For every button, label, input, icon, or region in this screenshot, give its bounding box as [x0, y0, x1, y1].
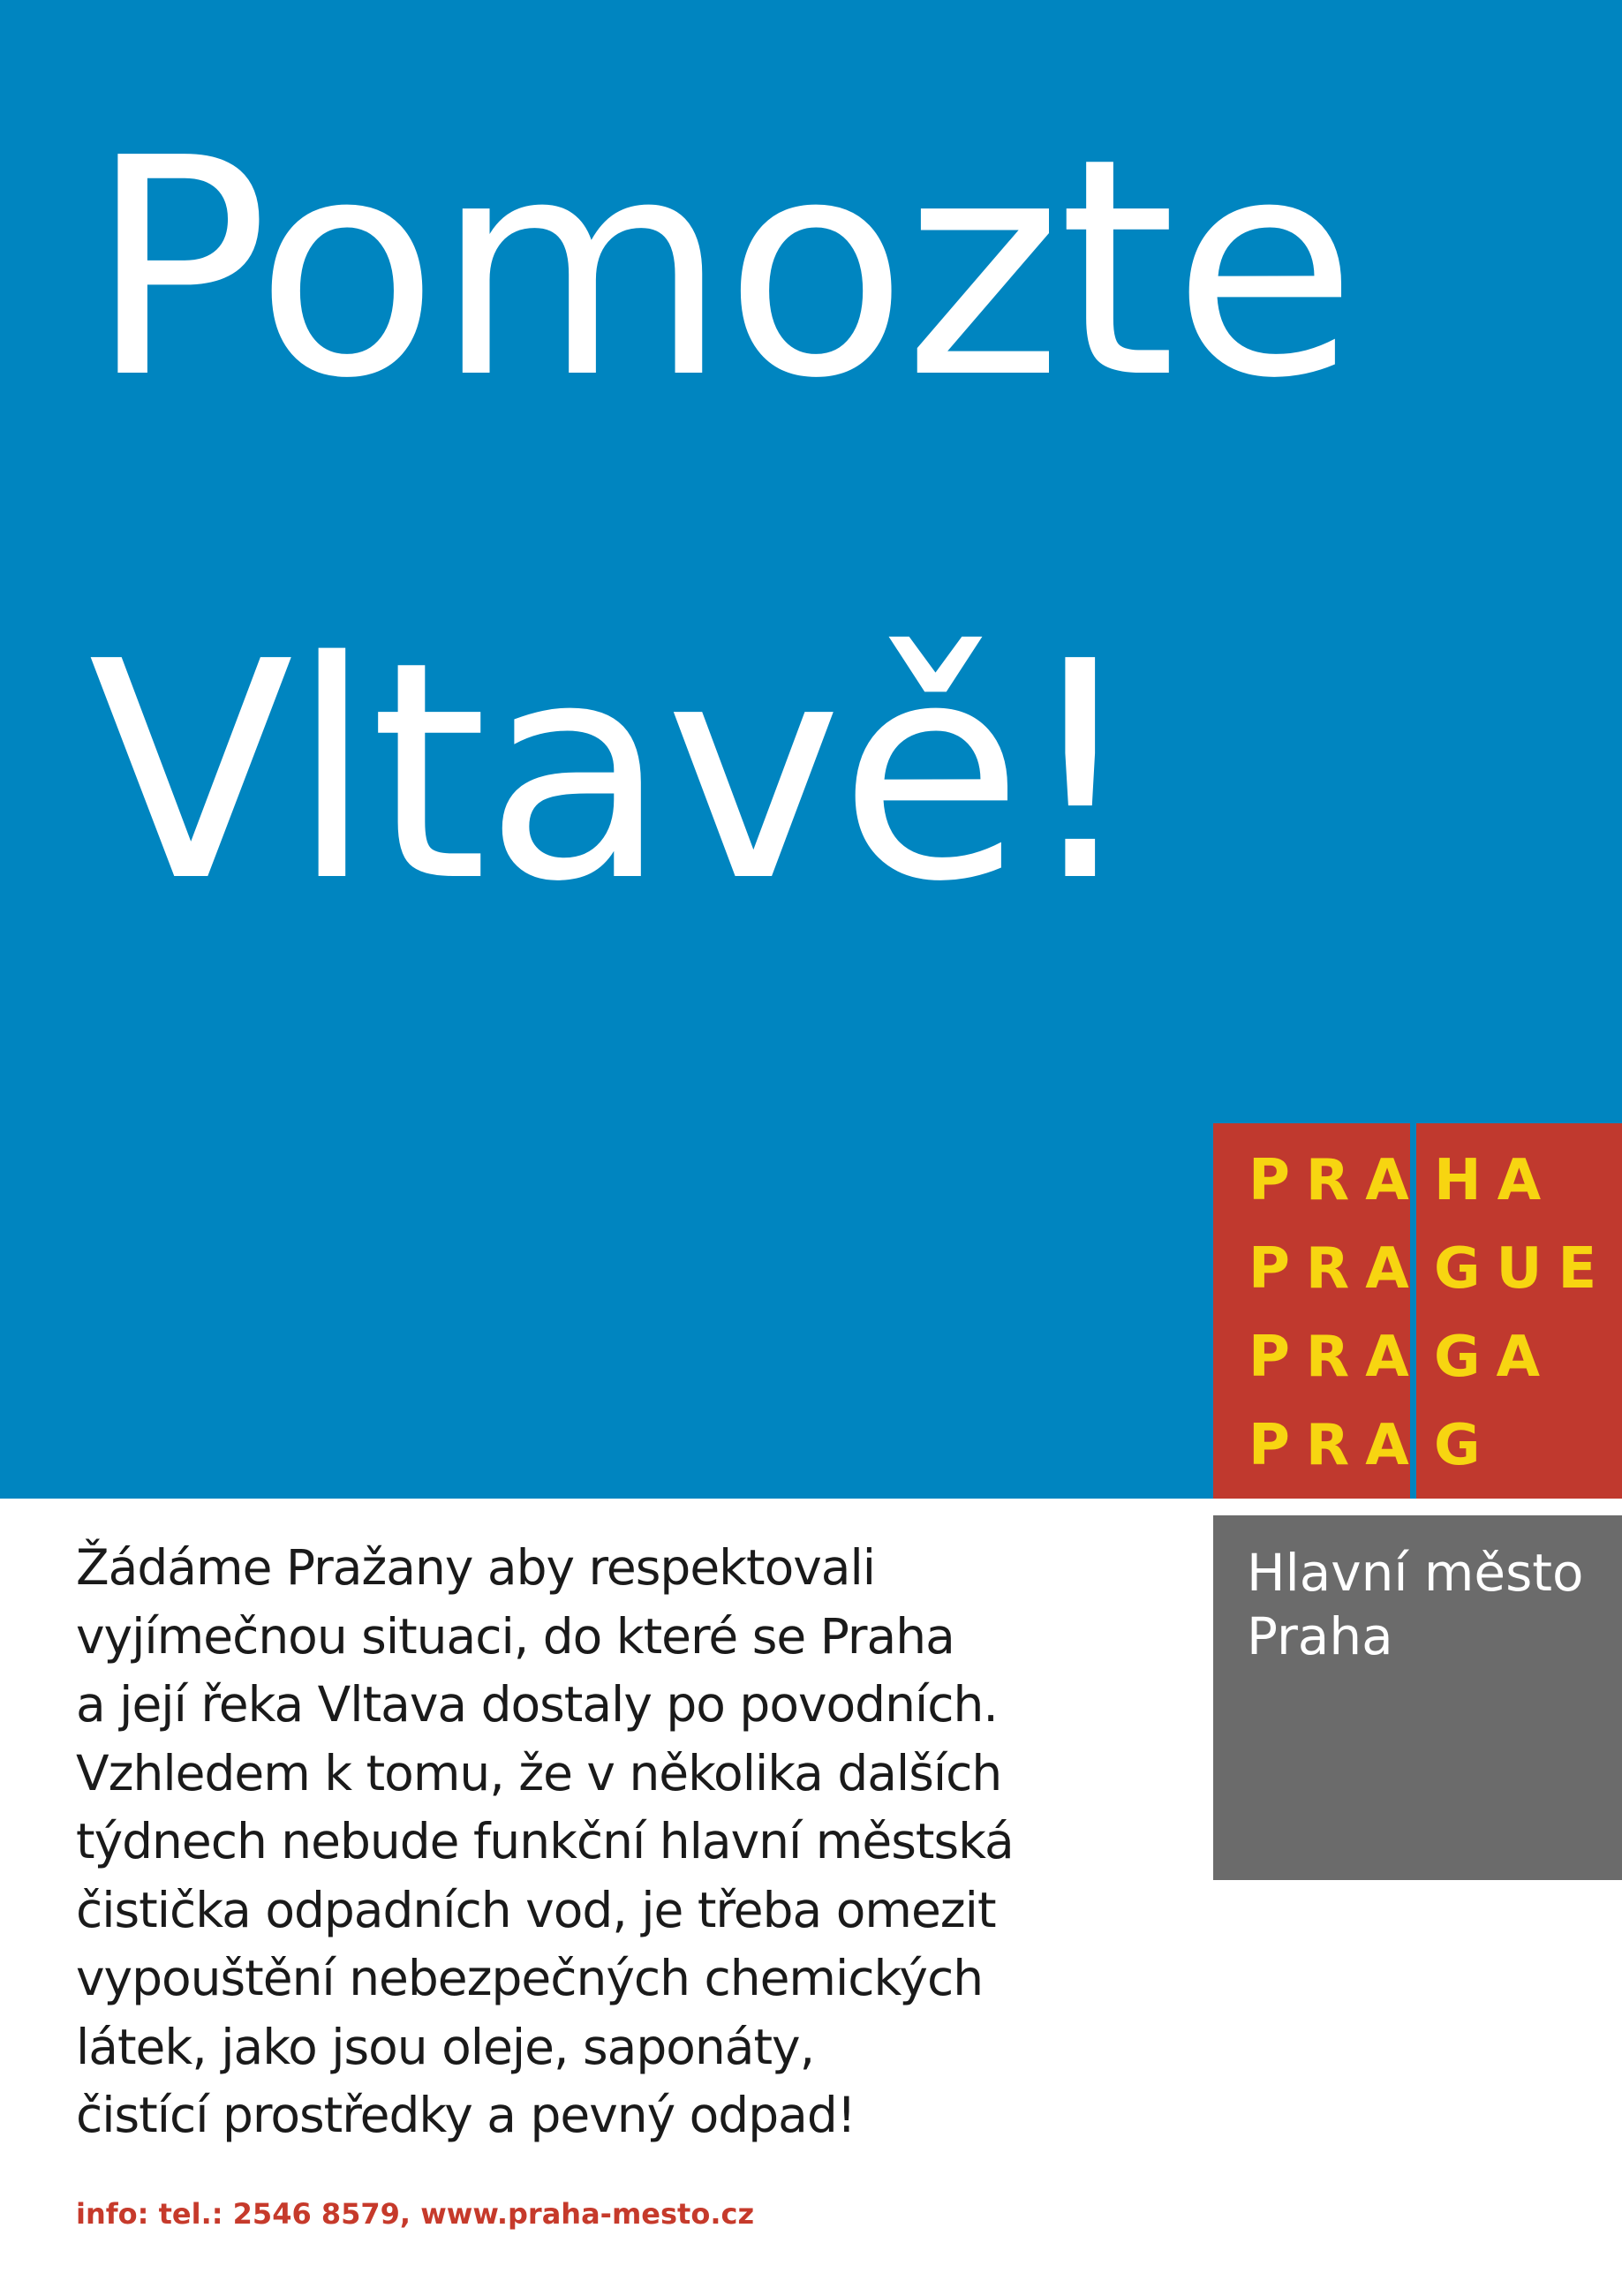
body-line: vyjímečnou situaci, do které se Praha — [76, 1607, 954, 1665]
body-line: a její řeka Vltava dostaly po povodních. — [76, 1676, 998, 1733]
body-line: čistička odpadních vod, je třeba omezit — [76, 1881, 996, 1938]
logo-row-right: GA — [1434, 1325, 1557, 1390]
logo-row-left: PRA — [1249, 1148, 1425, 1213]
body-paragraph — [76, 1534, 1206, 2150]
body-line: Žádáme Pražany aby respektovali — [76, 1539, 876, 1596]
body-line: týdnech nebude funkční hlavní městská — [76, 1813, 1014, 1869]
logo-row-left: PRA — [1249, 1325, 1425, 1390]
footer-contact-info: info: tel.: 2546 8579, www.praha-mesto.cz — [76, 2197, 755, 2231]
logo-row-right: GUE — [1434, 1236, 1613, 1302]
body-line: vypouštění nebezpečných chemických — [76, 1950, 984, 2006]
body-line: čistící prostředky a pevný odpad! — [76, 2087, 856, 2143]
body-line: látek, jako jsou oleje, saponáty, — [76, 2018, 815, 2075]
headline-line-1: Pomozte — [88, 94, 1354, 444]
logo-row-left: PRA — [1249, 1236, 1425, 1302]
body-line: Vzhledem k tomu, že v několika dalších — [76, 1744, 1002, 1801]
headline-line-2: Vltavě! — [88, 598, 1137, 948]
logo-row-right: HA — [1434, 1148, 1558, 1213]
city-name: Hlavní město Praha — [1247, 1543, 1584, 1666]
logo-row-right: G — [1434, 1413, 1497, 1478]
praha-logo — [1213, 1123, 1622, 1499]
logo-row-left: PRA — [1249, 1413, 1425, 1478]
city-name-box — [1213, 1515, 1622, 1880]
